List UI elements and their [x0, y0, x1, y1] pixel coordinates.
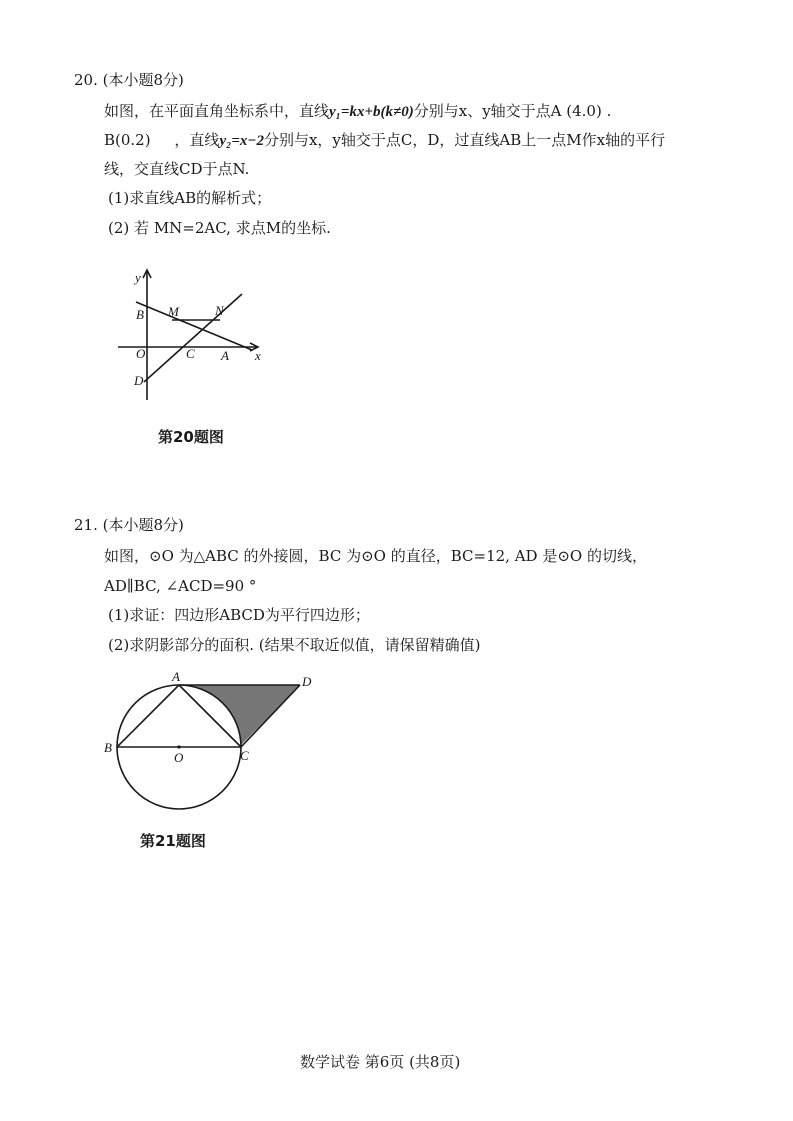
q20-line2-pre: B(0.2) ，直线 [104, 131, 220, 149]
q20-part2 [108, 218, 331, 238]
q21-line2: AD∥BC, ∠ACD=90 ° [104, 577, 257, 595]
q20-line1 [104, 101, 611, 122]
label-d: D [302, 674, 312, 689]
page-footer: 数学试卷 第6页 (共8页) [300, 1053, 461, 1071]
line-ab [136, 302, 252, 350]
line-cd [144, 294, 242, 382]
label-d: D [134, 373, 144, 388]
q21-part2: (2)求阴影部分的面积. (结果不取近似值，请保留精确值) [108, 636, 481, 654]
q21-line1: 如图，⊙O 为△ABC 的外接圆，BC 为⊙O 的直径，BC=12, AD 是⊙O 的切线， [104, 547, 647, 565]
figure-20 [100, 262, 280, 412]
label-a: A [172, 669, 180, 684]
label-n: N [215, 303, 224, 318]
q21-caption: 第21题图 [140, 832, 206, 850]
chord-ab [117, 685, 179, 747]
q20-line3: 线，交直线CD于点N. [104, 160, 250, 178]
q20-line2-post: 分别与x，y轴交于点C，D，过直线AB上一点M作x轴的平行 [263, 131, 666, 149]
center-dot [177, 745, 180, 748]
figure-21 [100, 668, 330, 818]
q21-header: 21. (本小题8分) [74, 516, 184, 534]
q20-part2-post: MN=2AC, 求点M的坐标. [153, 219, 331, 237]
q20-eq2: y₂=x−2 [219, 133, 264, 149]
label-b: B [104, 740, 112, 755]
q21-part1: (1)求证：四边形ABCD为平行四边形； [108, 606, 370, 624]
q20-line1-pre: 如图，在平面直角坐标系中，直线 [104, 102, 330, 120]
label-c: C [186, 346, 195, 361]
q20-line1-post: 分别与x、y轴交于点A (4.0) . [413, 102, 612, 120]
q20-line2 [104, 130, 665, 151]
label-o: O [136, 346, 146, 361]
label-o: O [174, 750, 184, 765]
label-m: M [168, 304, 179, 319]
label-c: C [240, 748, 249, 763]
label-a: A [221, 348, 229, 363]
q20-header: 20. (本小题8分) [74, 71, 184, 89]
q20-part1: (1)求直线AB的解析式； [108, 189, 272, 207]
q20-caption: 第20题图 [158, 428, 224, 446]
label-y: y [135, 270, 141, 285]
q20-part2-pre: (2) 若 [108, 219, 150, 237]
label-x: x [255, 348, 261, 363]
q20-eq1: y₁=kx+b [329, 104, 381, 120]
q20-cond: (k≠0) [380, 104, 414, 120]
label-b: B [136, 307, 144, 322]
